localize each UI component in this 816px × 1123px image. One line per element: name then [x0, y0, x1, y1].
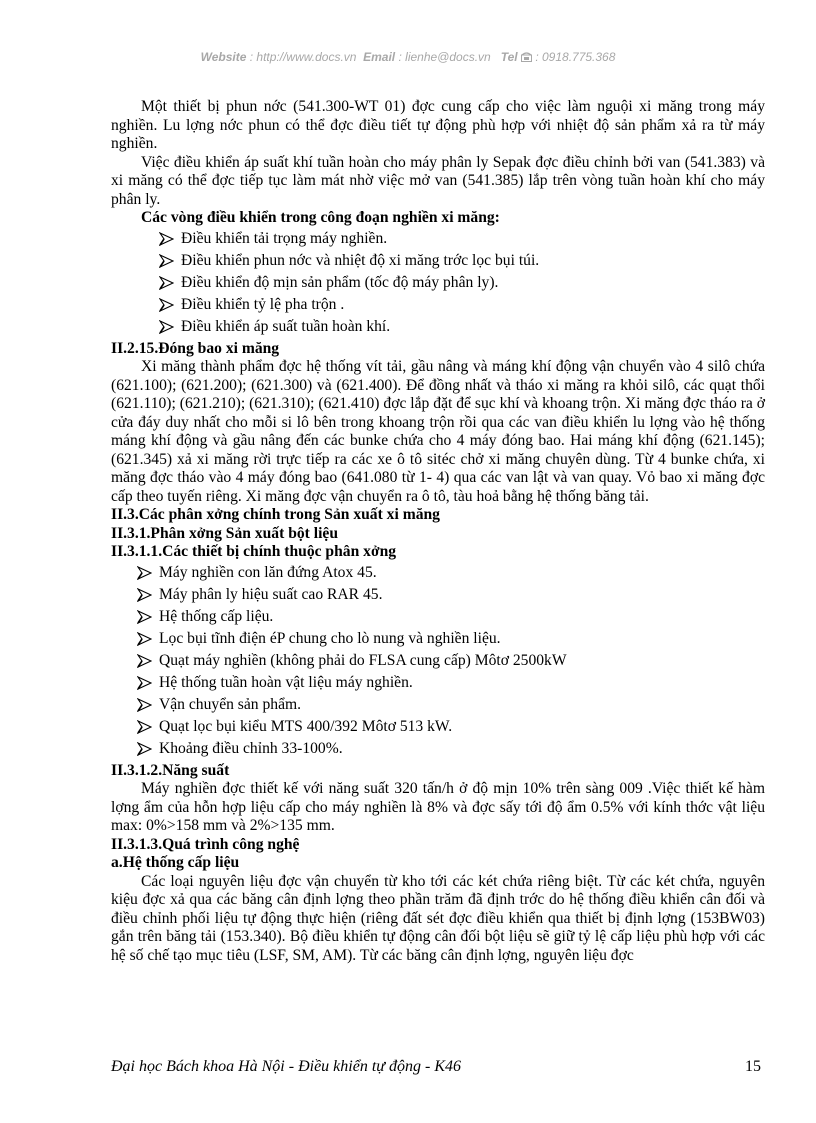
tel-label: Tel [500, 50, 518, 64]
list-item [159, 296, 765, 315]
arrow-bullet-icon [137, 632, 152, 646]
list-item [137, 586, 765, 605]
arrow-bullet-icon [137, 742, 152, 756]
paragraph-air-pressure: Việc điều khiển áp suất khí tuần hoàn cho máy phân ly Sepak đợc điều chỉnh bởi van (541.383) và xi măng có thể đợc tiếp tục làm mát nhờ việc mở van (541.385) lắp trên vòng tuần hoàn khí cho máy phân ly. [111, 153, 765, 208]
phone-icon [521, 52, 532, 62]
list-item-text: Điều khiển phun nớc và nhiệt độ xi măng trớc lọc bụi túi. [181, 251, 540, 269]
list-item-text: Máy nghiền con lăn đứng Atox 45. [159, 563, 377, 581]
paragraph-feed-system: Các loại nguyên liệu đợc vận chuyển từ kho tới các két chứa riêng biệt. Từ các két chứa, nguyên kiệu đợc xả qua các băng cân định lợng theo phần trăm đã định trớc do hệ thống điều khiển cân đối và điều chỉnh phối liệu tự động thực hiện (riêng đất sét đợc điều khiển qua thiết bị định lợng (153BW03) gắn trên băng tải (153.340). Bộ điều khiển tự động cân đối bột liệu sẽ giữ tỷ lệ cấp liệu phù hợp với các hệ số chế tạo mục tiêu (LSF, SM, AM). Từ các băng cân định lợng, nguyên liệu đợc [111, 872, 765, 964]
list-item [159, 318, 765, 337]
arrow-bullet-icon [137, 698, 152, 712]
email-label: Email [363, 50, 396, 64]
list-item [137, 608, 765, 627]
control-loops-list [159, 230, 765, 337]
list-item-text: Điều khiển độ mịn sản phẩm (tốc độ máy phân ly). [181, 273, 499, 291]
heading-2-3-1-2: II.3.1.2.Năng suất [111, 761, 230, 779]
arrow-bullet-icon [137, 720, 152, 734]
list-item-text: Hệ thống cấp liệu. [159, 607, 274, 625]
arrow-bullet-icon [137, 610, 152, 624]
arrow-bullet-icon [159, 254, 174, 268]
arrow-bullet-icon [137, 588, 152, 602]
page-header [0, 50, 816, 64]
website-value[interactable]: : http://www.docs.vn [249, 50, 357, 64]
list-item-text: Điều khiển tải trọng máy nghiền. [181, 229, 388, 247]
list-item-text: Hệ thống tuần hoàn vật liệu máy nghiền. [159, 673, 413, 691]
list-item [159, 252, 765, 271]
heading-2-3: II.3.Các phân xởng chính trong Sản xuất xi măng [111, 506, 440, 523]
heading-2-3-1-1: II.3.1.1.Các thiết bị chính thuộc phân xởng [111, 543, 397, 560]
page-number: 15 [745, 1058, 761, 1075]
list-item-text: Quạt máy nghiền (không phải do FLSA cung cấp) Môtơ 2500kW [159, 651, 567, 669]
list-item [137, 674, 765, 693]
heading-2-3-1-3: II.3.1.3.Quá trình công nghệ [111, 835, 300, 853]
list-item [137, 652, 765, 671]
email-value[interactable]: : lienhe@docs.vn [398, 50, 491, 64]
tel-value[interactable]: : 0918.775.368 [535, 50, 616, 64]
paragraph-capacity: Máy nghiền đợc thiết kế với năng suất 320 tấn/h ở độ mịn 10% trên sàng 009 .Việc thiết kế hàm lợng ẩm của hỗn hợp liệu cấp cho máy nghiền là 8% và đợc sấy tới độ ẩm 0.5% với kính thớc vật liệu max: 0%>158 mm và 2%>135 mm. [111, 780, 765, 834]
list-item [137, 630, 765, 649]
arrow-bullet-icon [159, 232, 174, 246]
heading-control-loops: Các vòng điều khiển trong công đoạn nghiền xi măng: [141, 209, 500, 226]
heading-feed-system: a.Hệ thống cấp liệu [111, 854, 240, 871]
paragraph-water-spray: Một thiết bị phun nớc (541.300-WT 01) đợc cung cấp cho việc làm nguội xi măng trong máy nghiền. Lu lợng nớc phun có thể đợc điều tiết tự động phù hợp với nhiệt độ sản phẩm xả ra từ máy nghiền. [111, 98, 765, 152]
arrow-bullet-icon [159, 320, 174, 334]
list-item-text: Khoảng điều chỉnh 33-100%. [159, 739, 343, 757]
list-item [159, 230, 765, 249]
list-item [137, 740, 765, 759]
list-item-text: Quạt lọc bụi kiểu MTS 400/392 Môtơ 513 kW. [159, 717, 453, 735]
paragraph-bagging: Xi măng thành phẩm đợc hệ thống vít tải, gầu nâng và máng khí động vận chuyển vào 4 silô chứa (621.100); (621.200); (621.300) và (621.400). Để đồng nhất và tháo xi măng ra khỏi silô, các quạt thổi (621.110); (621.210); (621.310); (621.410) đợc lắp đặt để sục khí và khoang trộn. Xi măng đợc tháo ra ở cửa đáy duy nhất cho mỗi si lô bên trong khoang trộn rồi qua các van điều khiển lu lợng vào hệ thống máng khí động và gầu nâng đến các bunke chứa cho 4 máy đóng bao. Hai máng khí động (621.145); (621.345) xả xi măng rời trực tiếp ra các xe ô tô sitéc chở xi măng chuyên dùng. Từ 4 bunke chứa, xi măng đợc tháo vào 4 máy đóng bao (641.080 từ 1- 4) qua các van lật và van quay. Vỏ bao xi măng đợc cấp theo tuyến riêng. Xi măng đợc vận chuyển ra ô tô, tàu hoả bằng hệ thống băng tải. [111, 358, 765, 505]
list-item-text: Điều khiển tỷ lệ pha trộn . [181, 295, 345, 313]
page-content [111, 98, 765, 965]
footer-institution: Đại học Bách khoa Hà Nội - Điều khiển tự động - K46 [111, 1058, 461, 1075]
arrow-bullet-icon [137, 566, 152, 580]
list-item-text: Lọc bụi tĩnh điện éP chung cho lò nung và nghiền liệu. [159, 629, 501, 647]
arrow-bullet-icon [137, 676, 152, 690]
list-item-text: Máy phân ly hiệu suất cao RAR 45. [159, 585, 383, 603]
website-label: Website [200, 50, 247, 64]
equipment-list [137, 564, 765, 759]
list-item [159, 274, 765, 293]
list-item [137, 696, 765, 715]
page-footer [111, 1058, 761, 1076]
list-item-text: Điều khiển áp suất tuần hoàn khí. [181, 317, 391, 335]
list-item [137, 564, 765, 583]
heading-2-2-15: II.2.15.Đóng bao xi măng [111, 339, 280, 357]
arrow-bullet-icon [159, 298, 174, 312]
list-item-text: Vận chuyển sản phẩm. [159, 695, 302, 713]
list-item [137, 718, 765, 737]
arrow-bullet-icon [137, 654, 152, 668]
heading-2-3-1: II.3.1.Phân xởng Sản xuất bột liệu [111, 524, 339, 542]
arrow-bullet-icon [159, 276, 174, 290]
